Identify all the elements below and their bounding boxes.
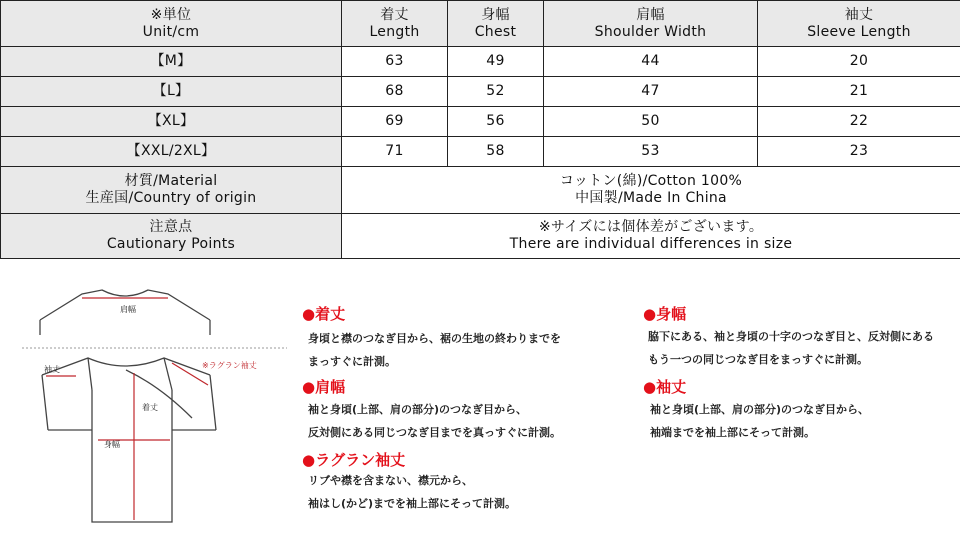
header-chest [448, 1, 544, 47]
material-value-2: 中国製/Made In China [575, 190, 727, 206]
header-shoulder [544, 1, 758, 47]
diagram-raglan-label: ※ラグラン袖丈 [202, 361, 257, 370]
material-label-2: 生産国/Country of origin [85, 190, 257, 206]
note-sleeve-line-2: 袖端までを袖上部にそって計測。 [650, 426, 815, 439]
note-chest-line-2: もう一つの同じつなぎ目をまっすぐに計測。 [648, 353, 868, 366]
note-chest-text [648, 325, 934, 371]
note-shoulder-line-1: 袖と身頃(上部、肩の部分)のつなぎ目から、 [308, 403, 528, 416]
caution-value-2: There are individual differences in size [509, 236, 793, 252]
chest-cell: 52 [448, 77, 544, 107]
size-table [0, 0, 960, 259]
length-cell: 71 [342, 137, 448, 167]
note-shoulder-text [308, 398, 561, 444]
material-row [1, 167, 960, 214]
table-row [1, 137, 960, 167]
header-length-ja: 着丈 [380, 6, 409, 23]
size-label: 【XXL/2XL】 [1, 137, 342, 167]
length-cell: 68 [342, 77, 448, 107]
sleeve-cell: 22 [758, 107, 960, 137]
header-sleeve [758, 1, 960, 47]
size-label: 【XL】 [1, 107, 342, 137]
table-row [1, 77, 960, 107]
note-raglan-line-2: 袖はし(かど)までを袖上部にそって計測。 [308, 497, 517, 510]
chest-cell: 58 [448, 137, 544, 167]
material-label-1: 材質/Material [124, 173, 218, 189]
note-length-line-1: 身頃と襟のつなぎ目から、裾の生地の終わりまでを [308, 332, 561, 345]
header-chest-en: Chest [474, 23, 517, 40]
caution-label-2: Cautionary Points [106, 236, 236, 252]
table-row [1, 107, 960, 137]
header-length-en: Length [369, 23, 420, 40]
header-unit-en: Unit/cm [142, 23, 200, 40]
sleeve-cell: 21 [758, 77, 960, 107]
material-value [342, 167, 960, 214]
measurement-diagram [22, 280, 287, 535]
shoulder-cell: 53 [544, 137, 758, 167]
shoulder-cell: 50 [544, 107, 758, 137]
caution-value-1: ※サイズには個体差がございます。 [538, 219, 764, 235]
material-value-1: コットン(綿)/Cotton 100% [559, 173, 743, 189]
length-cell: 63 [342, 47, 448, 77]
header-sleeve-en: Sleeve Length [807, 23, 911, 40]
diagram-length-label: 着丈 [142, 403, 158, 412]
header-unit-ja: ※単位 [150, 6, 192, 23]
caution-label-1: 注意点 [149, 219, 193, 235]
note-length-title: ●着丈 [302, 305, 346, 323]
material-label [1, 167, 342, 214]
sleeve-cell: 20 [758, 47, 960, 77]
header-shoulder-en: Shoulder Width [594, 23, 707, 40]
caution-value [342, 214, 960, 259]
caution-label [1, 214, 342, 259]
caution-row [1, 214, 960, 259]
header-shoulder-ja: 肩幅 [636, 6, 665, 23]
header-chest-ja: 身幅 [481, 6, 510, 23]
note-raglan-line-1: リブや襟を含まない、襟元から、 [308, 474, 473, 487]
chest-cell: 56 [448, 107, 544, 137]
measure-lines [46, 298, 208, 520]
diagram-chest-label: 身幅 [104, 440, 120, 449]
note-chest-title: ●身幅 [643, 305, 687, 323]
size-label: 【M】 [1, 47, 342, 77]
note-length-text [308, 327, 561, 373]
header-unit [1, 1, 342, 47]
table-row [1, 47, 960, 77]
note-raglan-text [308, 469, 516, 515]
shoulder-cell: 44 [544, 47, 758, 77]
chest-cell: 49 [448, 47, 544, 77]
note-sleeve-text [650, 398, 869, 444]
length-cell: 69 [342, 107, 448, 137]
note-sleeve-line-1: 袖と身頃(上部、肩の部分)のつなぎ目から、 [650, 403, 870, 416]
note-shoulder-line-2: 反対側にある同じつなぎ目までを真っすぐに計測。 [308, 426, 561, 439]
note-length-line-2: まっすぐに計測。 [308, 355, 396, 368]
size-label: 【L】 [1, 77, 342, 107]
diagram-sleeve-label: 袖丈 [44, 365, 60, 374]
note-chest-line-1: 脇下にある、袖と身頃の十字のつなぎ目と、反対側にある [648, 330, 934, 343]
note-sleeve-title: ●袖丈 [643, 378, 687, 396]
sleeve-cell: 23 [758, 137, 960, 167]
note-raglan-title: ●ラグラン袖丈 [302, 451, 406, 469]
header-sleeve-ja: 袖丈 [844, 6, 874, 23]
diagram-shoulder-label: 肩幅 [120, 305, 136, 314]
shoulder-cell: 47 [544, 77, 758, 107]
header-length [342, 1, 448, 47]
table-header-row [1, 1, 960, 47]
note-shoulder-title: ●肩幅 [302, 378, 346, 396]
